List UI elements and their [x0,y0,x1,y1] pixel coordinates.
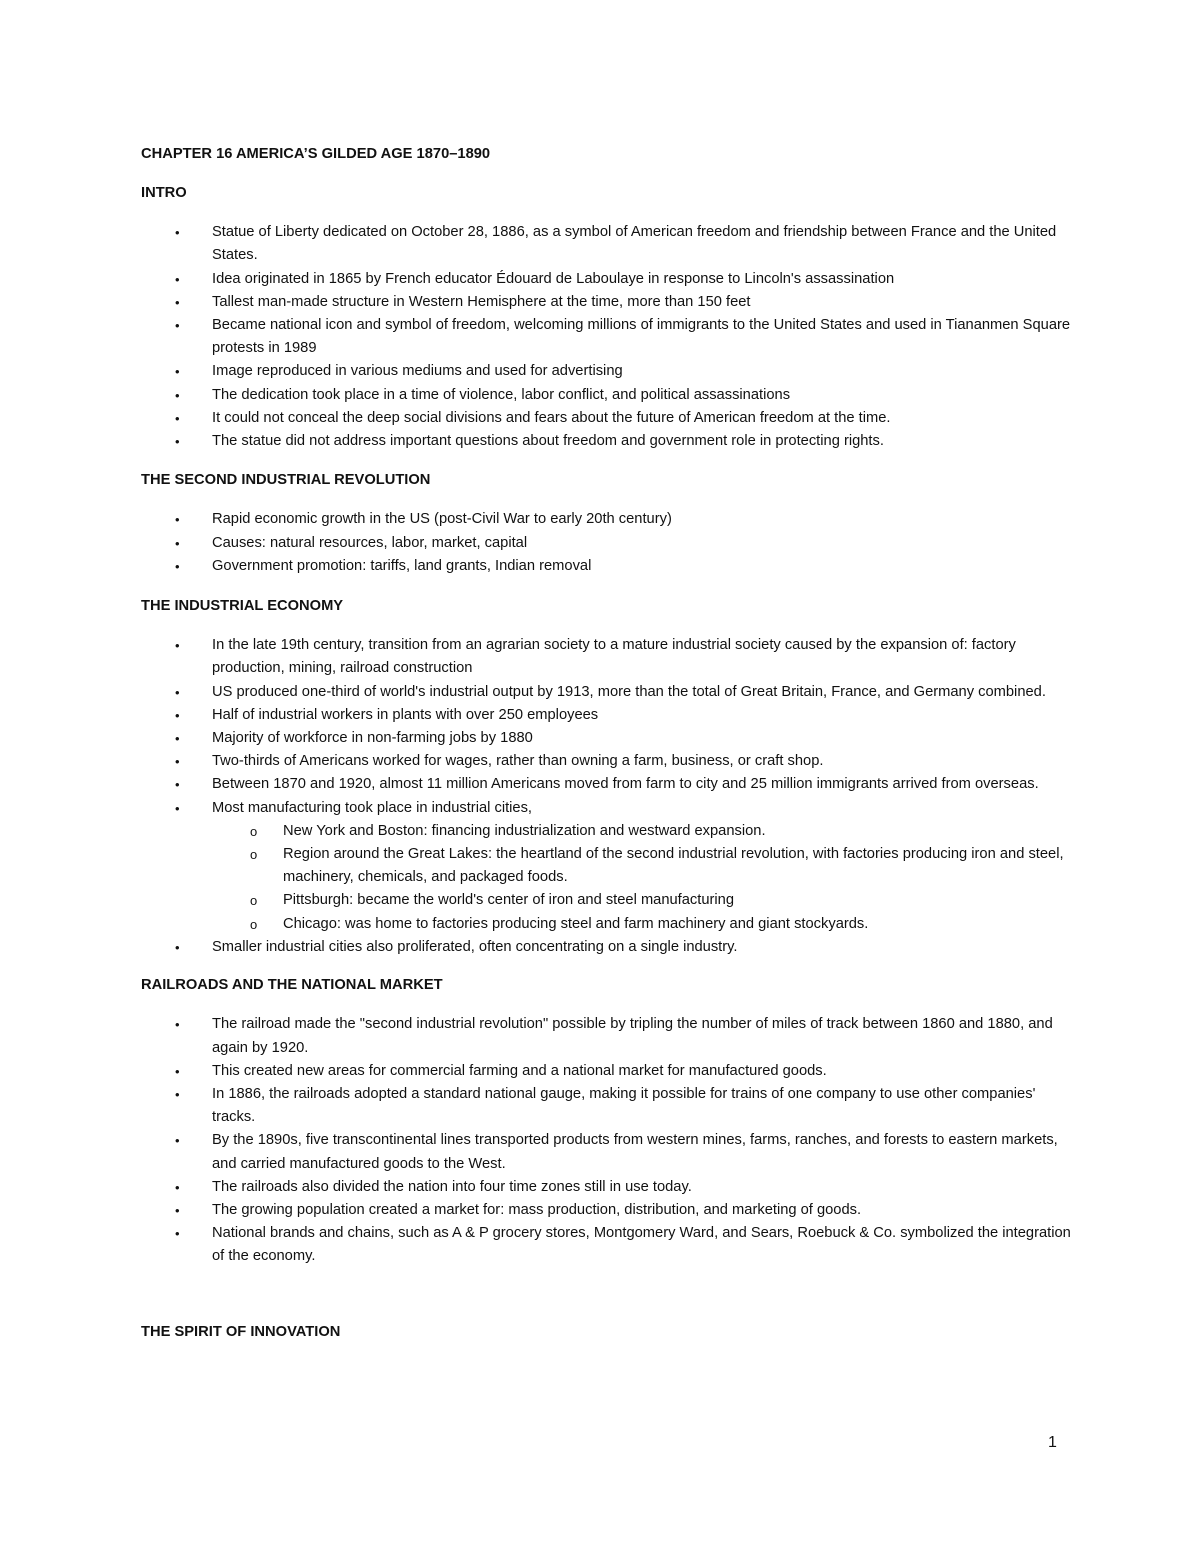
section-heading: THE SECOND INDUSTRIAL REVOLUTION [141,472,431,489]
bullet-icon: • [175,434,180,450]
list-item [141,704,1071,727]
list-item [141,221,1071,267]
list-item-text: The growing population created a market for: mass production, distribution, and marketing of goods. [212,1201,862,1218]
list-item [141,532,1071,555]
bullet-icon: • [175,294,180,310]
list-item [141,1176,1071,1199]
list-item-text: Image reproduced in various mediums and used for advertising [212,363,623,380]
list-item [141,681,1071,704]
list-item-text: The railroad made the "second industrial revolution" possible by tripling the number of miles of track between 1860 and 1880, and again by 1920. [212,1016,1053,1056]
sub-list-item-text: Chicago: was home to factories producing steel and farm machinery and giant stockyards. [283,915,869,932]
list-item-text: US produced one-third of world's industrial output by 1913, more than the total of Great Britain, France, and Germany combined. [212,683,1046,700]
list-item-text: By the 1890s, five transcontinental lines transported products from western mines, farms, ranches, and forests to eastern markets, and carried manufactured goods to the West. [212,1132,1058,1172]
chapter-title: CHAPTER 16 AMERICA’S GILDED AGE 1870–1890 [141,146,491,162]
sub-list-item-text: New York and Boston: financing industrialization and westward expansion. [283,822,766,839]
sub-list-item [212,913,1071,936]
list-item-text: The dedication took place in a time of violence, labor conflict, and political assassinations [212,386,791,403]
list-item-text: Government promotion: tariffs, land grants, Indian removal [212,557,592,574]
bullet-icon: • [175,754,180,770]
bullet-list [141,1013,1071,1268]
list-item-text: Tallest man-made structure in Western Hemisphere at the time, more than 150 feet [212,293,751,310]
sub-bullet-icon: o [250,823,258,839]
list-item [141,384,1071,407]
list-item-text: Statue of Liberty dedicated on October 28, 1886, as a symbol of American freedom and friendship between France and the United States. [212,224,1057,264]
bullet-icon: • [175,684,180,700]
list-item-text: Became national icon and symbol of freedom, welcoming millions of immigrants to the United States and used in Tiananmen Square protests in 1989 [212,317,1071,357]
list-item-text: Rapid economic growth in the US (post-Civil War to early 20th century) [212,511,672,528]
list-item [141,727,1071,750]
list-item-text: The statue did not address important questions about freedom and government role in protecting rights. [212,433,884,450]
bullet-icon: • [175,707,180,723]
list-item-text: Most manufacturing took place in industrial cities, [212,799,533,816]
bullet-icon: • [175,777,180,793]
bullet-icon: • [175,364,180,380]
bullet-icon: • [175,271,180,287]
section-heading: INTRO [141,185,187,201]
bullet-icon: • [175,638,180,654]
bullet-icon: • [175,800,180,816]
list-item [141,773,1071,796]
list-item [141,1013,1071,1059]
list-item-text: Between 1870 and 1920, almost 11 million Americans moved from farm to city and 25 million immigrants arrived from overseas. [212,776,1039,793]
sub-bullet-list [141,820,1071,936]
bullet-list [141,221,1071,453]
list-item [141,508,1071,531]
sub-list-item [212,820,1071,843]
bullet-icon: • [175,225,180,241]
sub-bullet-icon: o [250,916,258,932]
list-item [141,936,1071,959]
list-item-text: In 1886, the railroads adopted a standard national gauge, making it possible for trains of one company to use other companies' tracks. [212,1085,1036,1126]
bullet-icon: • [175,1063,180,1079]
list-item [141,797,1071,936]
list-item [141,1129,1071,1175]
bullet-icon: • [175,535,180,551]
list-item [141,555,1071,578]
sub-list-item-text: Region around the Great Lakes: the heartland of the second industrial revolution, with factories producing iron and steel, machinery, chemicals, and packaged foods. [283,846,1064,886]
list-item-text: Two-thirds of Americans worked for wages, rather than owning a farm, business, or craft shop. [212,753,824,770]
bullet-list [141,634,1071,959]
bullet-icon: • [175,387,180,403]
list-item-text: Causes: natural resources, labor, market, capital [212,534,528,551]
bullet-icon: • [175,1133,180,1149]
list-item-text: National brands and chains, such as A & P grocery stores, Montgomery Ward, and Sears, Roebuck & Co. symbolized the integration of the economy. [212,1225,1071,1265]
bullet-icon: • [175,1086,180,1102]
sections-container [141,182,1071,1344]
list-item [141,750,1071,773]
bullet-icon: • [175,939,180,955]
list-item [141,291,1071,314]
section-heading: RAILROADS AND THE NATIONAL MARKET [141,977,443,994]
bullet-icon: • [175,558,180,574]
bullet-icon: • [175,512,180,528]
sub-bullet-icon: o [250,893,258,909]
list-item-text: In the late 19th century, transition from an agrarian society to a mature industrial society caused by the expansion of: factory production, mining, railroad construction [212,637,1016,677]
bullet-icon: • [175,731,180,747]
list-item [141,430,1071,453]
sub-list-item [212,889,1071,912]
list-item [141,634,1071,680]
bullet-icon: • [175,318,180,334]
list-item [141,314,1071,360]
sub-list-item [212,843,1071,889]
bullet-icon: • [175,1017,180,1033]
page-number: 1 [1048,1434,1057,1451]
bullet-icon: • [175,1226,180,1242]
list-item [141,360,1071,383]
list-item-text: Idea originated in 1865 by French educator Édouard de Laboulaye in response to Lincoln's assassination [212,270,895,287]
sub-bullet-icon: o [250,847,258,863]
document-body [141,143,1071,1344]
list-item-text: The railroads also divided the nation into four time zones still in use today. [212,1178,692,1195]
list-item-text: This created new areas for commercial farming and a national market for manufactured goods. [212,1062,827,1079]
section-heading: THE INDUSTRIAL ECONOMY [141,598,344,615]
list-item [141,1199,1071,1222]
list-item-text: It could not conceal the deep social divisions and fears about the future of American freedom at the time. [212,409,891,426]
list-item-text: Half of industrial workers in plants with over 250 employees [212,706,599,723]
list-item [141,1222,1071,1268]
list-item [141,268,1071,291]
list-item [141,407,1071,430]
sub-list-item-text: Pittsburgh: became the world's center of iron and steel manufacturing [283,892,735,909]
bullet-list [141,508,1071,578]
bullet-icon: • [175,1202,180,1218]
list-item [141,1060,1071,1083]
list-item-text: Majority of workforce in non-farming jobs by 1880 [212,730,533,747]
bullet-icon: • [175,410,180,426]
list-item [141,1083,1071,1129]
section-heading: THE SPIRIT OF INNOVATION [141,1323,341,1340]
bullet-icon: • [175,1179,180,1195]
list-item-text: Smaller industrial cities also proliferated, often concentrating on a single industry. [212,938,738,955]
